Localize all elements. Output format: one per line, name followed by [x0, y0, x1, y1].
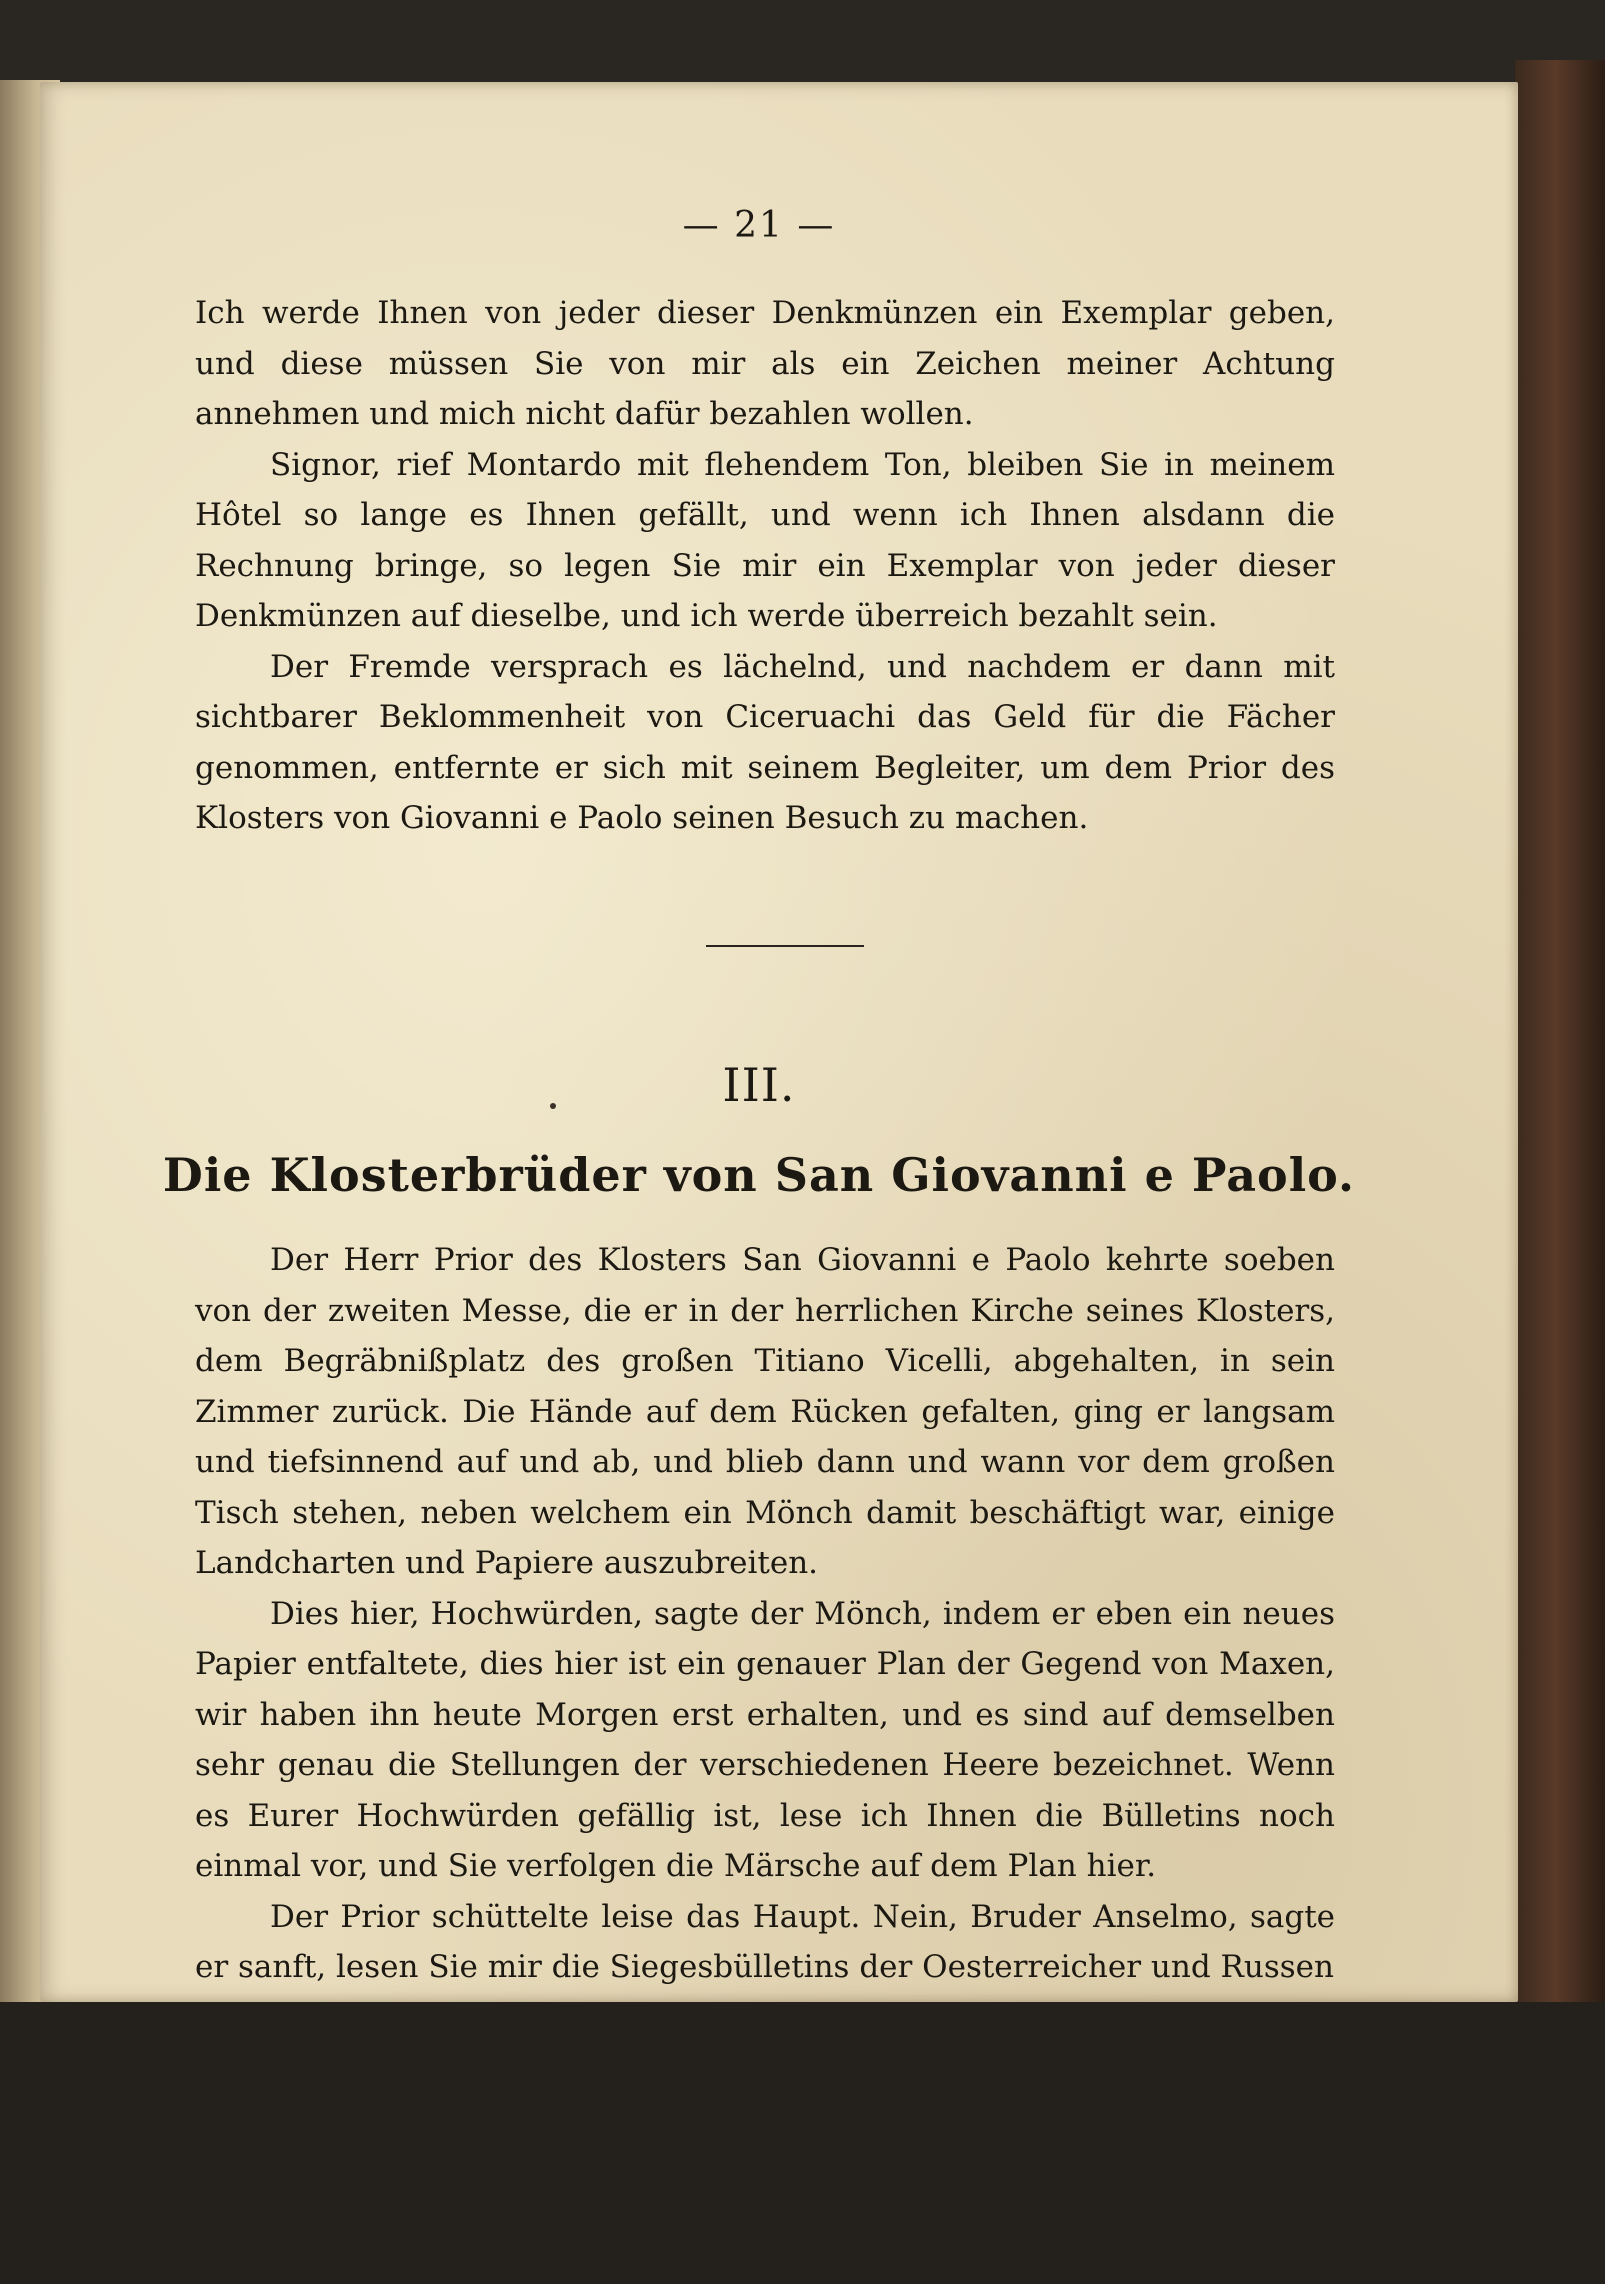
page-number: — 21 — [682, 205, 836, 246]
section-one-text [195, 288, 1335, 844]
book-cover-edge [1515, 60, 1605, 2060]
paragraph: Ich werde Ihnen von jeder dieser Denkmünzen ein Exemplar geben, und diese müssen Sie von mir als ein Zeichen meiner Achtung annehmen und mich nicht dafür bezahlen wollen. [195, 295, 1335, 432]
section-two-text [195, 1235, 1335, 1993]
chapter-number: III. [722, 1058, 796, 1112]
paragraph: Der Fremde versprach es lächelnd, und nachdem er dann mit sichtbarer Beklommenheit von Ciceruachi das Geld für die Fächer genommen, entfernte er sich mit seinem Begleiter, um dem Prior des Klosters von Giovanni e Paolo seinen Besuch zu machen. [195, 648, 1335, 836]
chapter-title: Die Klosterbrüder von San Giovanni e Paolo. [162, 1148, 1356, 1202]
book-background [0, 2002, 1605, 2284]
paragraph: Der Herr Prior des Klosters San Giovanni e Paolo kehrte soeben von der zweiten Messe, die er in der herrlichen Kirche seines Klosters, dem Begräbnißplatz des großen Titiano Vicelli, abgehalten, in sein Zimmer zurück. Die Hände auf dem Rücken gefalten, ging er langsam und tiefsinnend auf und ab, und blieb dann und wann vor dem großen Tisch stehen, neben welchem ein Mönch damit beschäftigt war, einige Landcharten und Papiere auszubreiten. [195, 1242, 1335, 1581]
paragraph: Dies hier, Hochwürden, sagte der Mönch, indem er eben ein neues Papier entfaltete, dies hier ist ein genauer Plan der Gegend von Maxen, wir haben ihn heute Morgen erst erhalten, und es sind auf demselben sehr genau die Stellungen der verschiedenen Heere bezeichnet. Wenn es Eurer Hochwürden gefällig ist, lese ich Ihnen die Bülletins noch einmal vor, und Sie verfolgen die Märsche auf dem Plan hier. [195, 1595, 1335, 1884]
section-divider [706, 945, 864, 947]
paragraph: Signor, rief Montardo mit flehendem Ton, bleiben Sie in meinem Hôtel so lange es Ihnen gefällt, und wenn ich Ihnen alsdann die Rechnung bringe, so legen Sie mir ein Exemplar von jeder dieser Denkmünzen auf dieselbe, und ich werde überreich bezahlt sein. [195, 446, 1335, 634]
paragraph: Der Prior schüttelte leise das Haupt. Nein, Bruder Anselmo, sagte er sanft, lesen Sie mir die Siegesbülletins der Oesterreicher und Russen [195, 1898, 1335, 1985]
